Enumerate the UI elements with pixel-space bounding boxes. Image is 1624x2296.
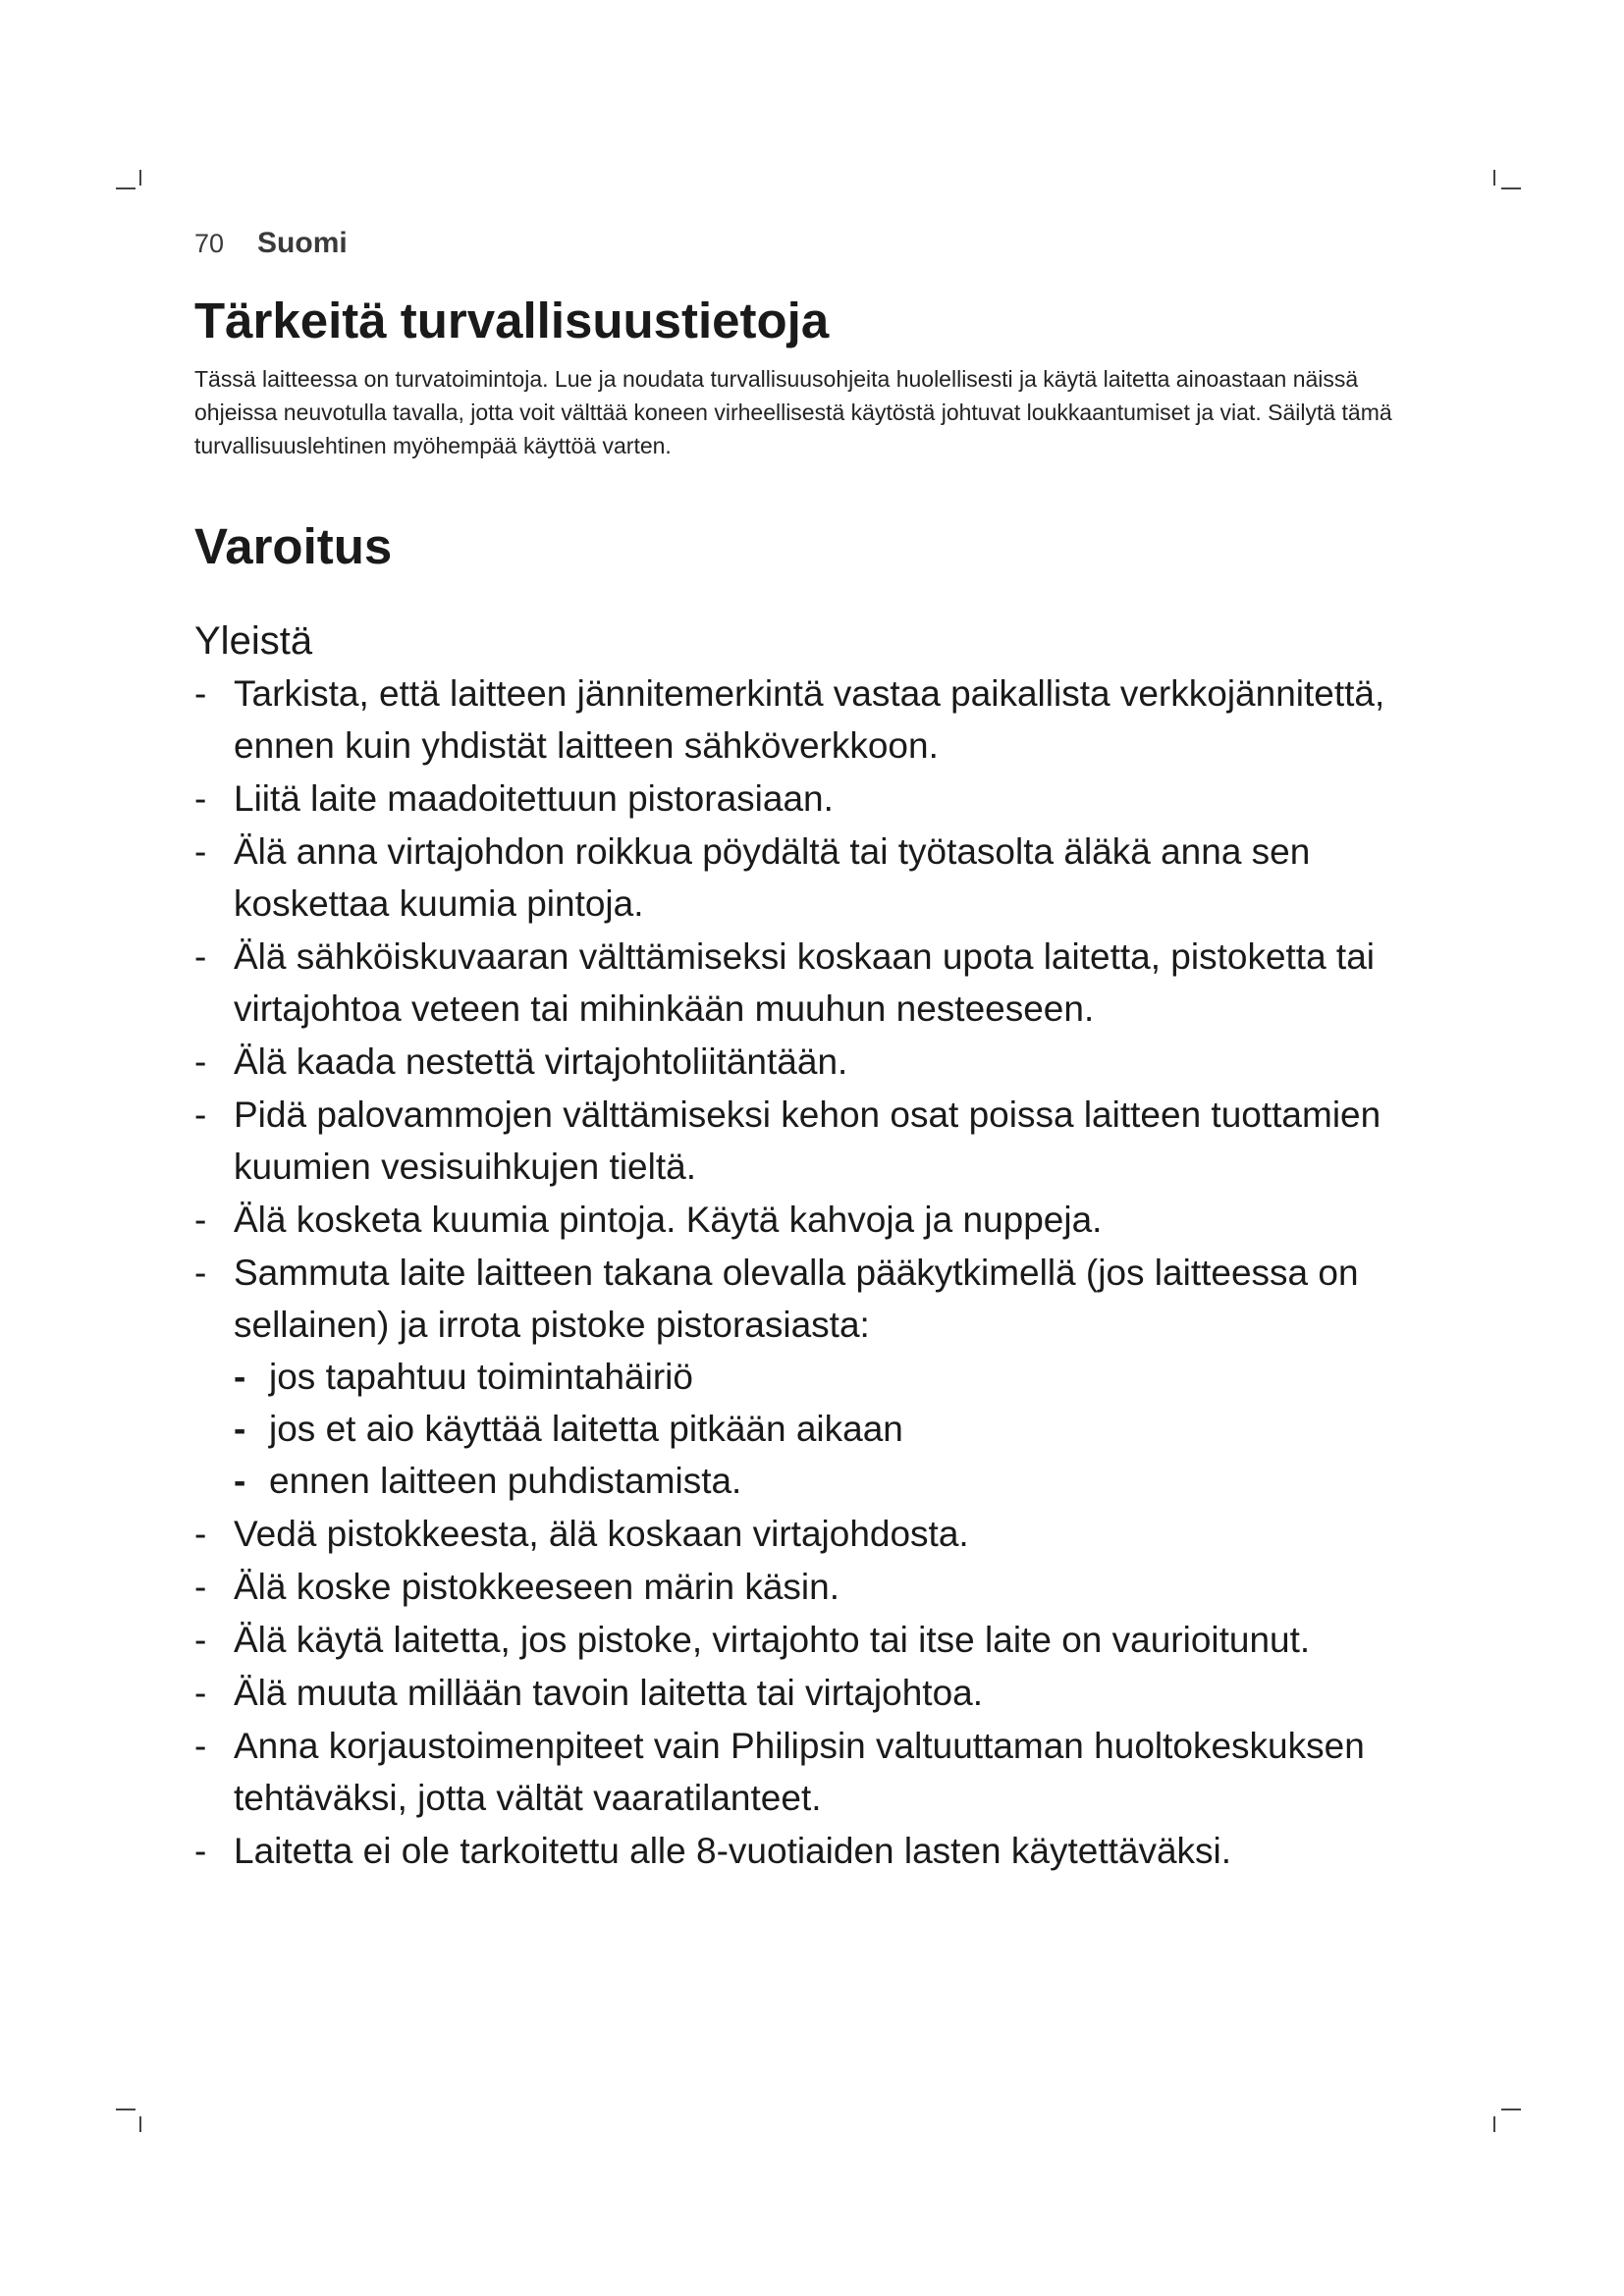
list-item-text: Liitä laite maadoitettuun pistorasiaan. [234,778,834,819]
list-item [194,1036,1432,1088]
list-item-text: Älä käytä laitetta, jos pistoke, virtajohto tai itse laite on vaurioitunut. [234,1620,1311,1660]
list-item [194,826,1432,930]
sub-bullet: - [234,1461,246,1501]
crop-mark-bottom-left [116,2109,135,2110]
bullet-dash: - [194,1200,207,1240]
list-item-text: Tarkista, että laitteen jännitemerkintä vastaa paikallista verkkojännitettä, ennen kuin yhdistät laitteen sähköverkkoon. [234,673,1385,766]
list-item-text: Vedä pistokkeesta, älä koskaan virtajohdosta. [234,1514,969,1554]
sub-list [234,1351,1432,1507]
list-item-text: Älä kaada nestettä virtajohtoliitäntään. [234,1041,848,1082]
crop-mark-top-left [116,187,135,189]
crop-mark-top-right [1501,187,1521,189]
list-item-text: Anna korjaustoimenpiteet vain Philipsin valtuuttaman huoltokeskuksen tehtäväksi, jotta vältät vaaratilanteet. [234,1726,1365,1818]
list-item [194,1720,1432,1824]
document-content [194,290,1432,1878]
bullet-dash: - [194,936,207,977]
list-item [194,1667,1432,1719]
list-item [194,1614,1432,1666]
list-item [194,1247,1432,1507]
list-item [194,1089,1432,1193]
page-number: 70 [194,229,225,258]
sub-bullet: - [234,1357,246,1397]
list-item [194,667,1432,772]
list-item-text: Älä kosketa kuumia pintoja. Käytä kahvoja ja nuppeja. [234,1200,1103,1240]
page-title: Tärkeitä turvallisuustietoja [194,293,830,348]
sub-bullet: - [234,1409,246,1449]
warning-list [194,667,1432,1877]
intro-paragraph: Tässä laitteessa on turvatoimintoja. Lue ja noudata turvallisuusohjeita huolellisesti ja käytä laitetta ainoastaan näissä ohjeissa neuvotulla tavalla, jotta voit välttää koneen virheellisestä käytöstä johtuvat loukkaantumiset ja viat. Säilytä tämä turvallisuuslehtinen myöhempää käyttöä varten. [194,366,1392,458]
sub-list-item-text: jos tapahtuu toimintahäiriö [269,1357,693,1397]
list-item-text: Älä sähköiskuvaaran välttämiseksi koskaan upota laitetta, pistoketta tai virtajohtoa veteen tai mihinkään muuhun nesteeseen. [234,936,1376,1029]
crop-mark-bottom-right-v [1493,2116,1495,2132]
sub-list-item [234,1403,1432,1455]
bullet-dash: - [194,778,207,819]
bullet-dash: - [194,1673,207,1713]
list-item-text: Älä muuta millään tavoin laitetta tai virtajohtoa. [234,1673,984,1713]
bullet-dash: - [194,1095,207,1135]
warning-heading: Varoitus [194,518,393,574]
section-language: Suomi [257,227,348,259]
bullet-dash: - [194,1567,207,1607]
sub-list-item [234,1351,1432,1403]
general-subheading: Yleistä [194,619,313,663]
list-item [194,773,1432,825]
list-item-text: Pidä palovammojen välttämiseksi kehon osat poissa laitteen tuottamien kuumien vesisuihkujen tieltä. [234,1095,1381,1187]
crop-mark-bottom-left-v [139,2116,141,2132]
list-item-text: Älä anna virtajohdon roikkua pöydältä tai työtasolta äläkä anna sen koskettaa kuumia pintoja. [234,831,1311,924]
list-item-text: Sammuta laite laitteen takana olevalla pääkytkimellä (jos laitteessa on sellainen) ja irrota pistoke pistorasiasta: [234,1253,1359,1345]
list-item [194,1194,1432,1246]
list-item-text: Älä koske pistokkeeseen märin käsin. [234,1567,839,1607]
crop-mark-top-left-v [139,170,141,186]
bullet-dash: - [194,831,207,872]
list-item-text: Laitetta ei ole tarkoitettu alle 8-vuotiaiden lasten käytettäväksi. [234,1831,1232,1871]
bullet-dash: - [194,1620,207,1660]
bullet-dash: - [194,1253,207,1293]
bullet-dash: - [194,1831,207,1871]
list-item [194,1561,1432,1613]
list-item [194,1508,1432,1560]
page-header [194,224,348,263]
list-item [194,931,1432,1035]
bullet-dash: - [194,1726,207,1766]
bullet-dash: - [194,1041,207,1082]
crop-mark-top-right-v [1493,170,1495,186]
crop-mark-bottom-right [1501,2109,1521,2110]
bullet-dash: - [194,1514,207,1554]
sub-list-item-text: jos et aio käyttää laitetta pitkään aikaan [269,1409,903,1449]
list-item [194,1825,1432,1877]
sub-list-item [234,1455,1432,1507]
sub-list-item-text: ennen laitteen puhdistamista. [269,1461,742,1501]
bullet-dash: - [194,673,207,714]
